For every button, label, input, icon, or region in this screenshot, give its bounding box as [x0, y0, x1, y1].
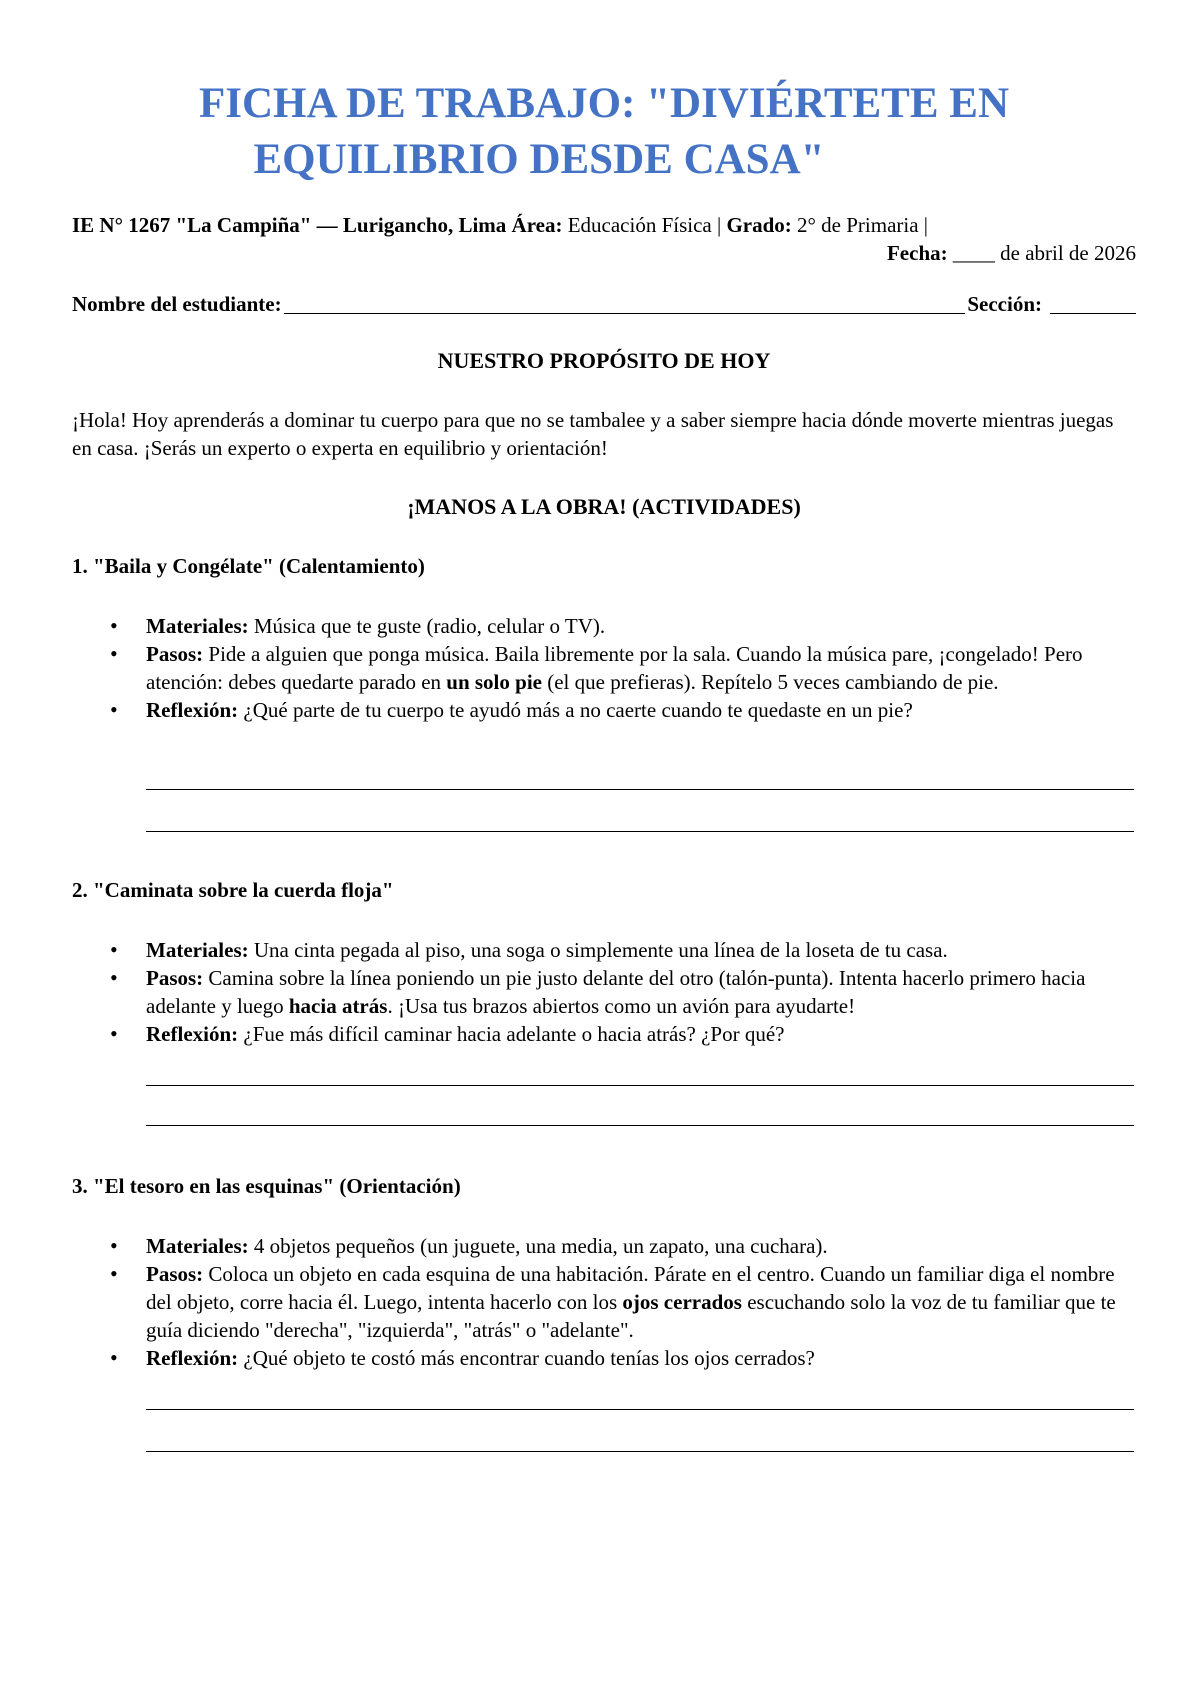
activity-1-title: 1. "Baila y Congélate" (Calentamiento)	[72, 554, 425, 578]
steps-text: Camina sobre la línea poniendo un pie justo delante del otro (talón-punta). Intenta hacerlo primero hacia adelante y luego	[146, 966, 1086, 1018]
activity-1-list	[72, 612, 1136, 724]
activity-3-list	[72, 1232, 1136, 1372]
steps-bold-text: hacia atrás	[288, 994, 388, 1018]
steps-label: Pasos:	[146, 642, 204, 666]
section-label: Sección:	[967, 292, 1042, 316]
activity-3-answer-line-1[interactable]	[146, 1408, 1134, 1410]
activity-1-answer-line-1[interactable]	[146, 788, 1134, 790]
steps-bold-text: un solo pie	[446, 670, 542, 694]
activity-1-steps	[72, 640, 1136, 696]
reflection-text: ¿Qué objeto te costó más encontrar cuando tenías los ojos cerrados?	[243, 1346, 815, 1370]
student-info-row	[72, 292, 1136, 317]
activity-3-materials	[72, 1232, 1136, 1260]
area-label: Área:	[511, 213, 563, 237]
purpose-heading: NUESTRO PROPÓSITO DE HOY	[437, 348, 771, 373]
steps-text-end: . ¡Usa tus brazos abiertos como un avión para ayudarte!	[387, 994, 856, 1018]
section-field[interactable]	[1050, 292, 1136, 314]
date-line	[887, 241, 1136, 266]
steps-text: Pide a alguien que ponga música. Baila libremente por la sala. Cuando la música pare, ¡congelado! Pero atención: debes quedarte parado en	[146, 642, 1083, 694]
activity-3-reflection	[72, 1344, 1136, 1372]
grade-label: Grado:	[726, 213, 792, 237]
materials-label: Materiales:	[146, 1234, 249, 1258]
materials-text: 4 objetos pequeños (un juguete, una media, un zapato, una cuchara).	[253, 1234, 828, 1258]
activity-3-answer-line-2[interactable]	[146, 1450, 1134, 1452]
materials-label: Materiales:	[146, 614, 249, 638]
materials-text: Música que te guste (radio, celular o TV).	[253, 614, 606, 638]
reflection-label: Reflexión:	[146, 1022, 239, 1046]
worksheet-title	[72, 76, 1136, 188]
reflection-label: Reflexión:	[146, 698, 239, 722]
area-value: Educación Física |	[567, 213, 722, 237]
materials-text: Una cinta pegada al piso, una soga o simplemente una línea de la loseta de tu casa.	[253, 938, 948, 962]
materials-label: Materiales:	[146, 938, 249, 962]
activity-2-steps	[72, 964, 1136, 1020]
activities-heading: ¡MANOS A LA OBRA! (ACTIVIDADES)	[407, 494, 801, 519]
activity-2-answer-line-1[interactable]	[146, 1084, 1134, 1086]
date-label: Fecha:	[886, 241, 948, 265]
activity-2-answer-line-2[interactable]	[146, 1124, 1134, 1126]
reflection-text: ¿Qué parte de tu cuerpo te ayudó más a no caerte cuando te quedaste en un pie?	[243, 698, 913, 722]
activity-2-list	[72, 936, 1136, 1048]
reflection-label: Reflexión:	[146, 1346, 239, 1370]
title-line-2: EQUILIBRIO DESDE CASA"	[253, 136, 825, 183]
student-name-field[interactable]	[284, 292, 966, 314]
activity-1-reflection	[72, 696, 1136, 724]
purpose-text: ¡Hola! Hoy aprenderás a dominar tu cuerpo para que no se tambalee y a saber siempre hacia dónde moverte mientras juegas en casa. ¡Serás un experto o experta en equilibrio y orientación!	[72, 408, 1114, 460]
activity-2-reflection	[72, 1020, 1136, 1048]
activity-2-title: 2. "Caminata sobre la cuerda floja"	[72, 878, 394, 902]
activity-3-steps	[72, 1260, 1136, 1344]
activity-1-answer-line-2[interactable]	[146, 830, 1134, 832]
reflection-text: ¿Fue más difícil caminar hacia adelante o hacia atrás? ¿Por qué?	[243, 1022, 785, 1046]
school-info-line	[72, 213, 1136, 238]
school-name: IE N° 1267 "La Campiña" — Lurigancho, Lima	[72, 213, 507, 237]
steps-text-end: escuchando solo la voz de tu familiar que te guía diciendo "derecha", "izquierda", "atrás" o "adelante".	[146, 1290, 1116, 1342]
date-blank: ____	[952, 241, 995, 265]
title-line-1: FICHA DE TRABAJO: "DIVIÉRTETE EN	[198, 80, 1010, 127]
steps-text: Coloca un objeto en cada esquina de una habitación. Párate en el centro. Cuando un familiar diga el nombre del objeto, corre hacia él. Luego, intenta hacerlo con los	[146, 1262, 1115, 1314]
steps-label: Pasos:	[146, 1262, 204, 1286]
steps-text-end: (el que prefieras). Repítelo 5 veces cambiando de pie.	[547, 670, 999, 694]
grade-value: 2° de Primaria |	[797, 213, 929, 237]
steps-label: Pasos:	[146, 966, 204, 990]
activity-2-materials	[72, 936, 1136, 964]
activity-3-title: 3. "El tesoro en las esquinas" (Orientación)	[72, 1174, 461, 1198]
activity-1-materials	[72, 612, 1136, 640]
steps-bold-text: ojos cerrados	[622, 1290, 742, 1314]
student-name-label: Nombre del estudiante:	[72, 292, 282, 316]
date-value: de abril de 2026	[1000, 241, 1136, 265]
